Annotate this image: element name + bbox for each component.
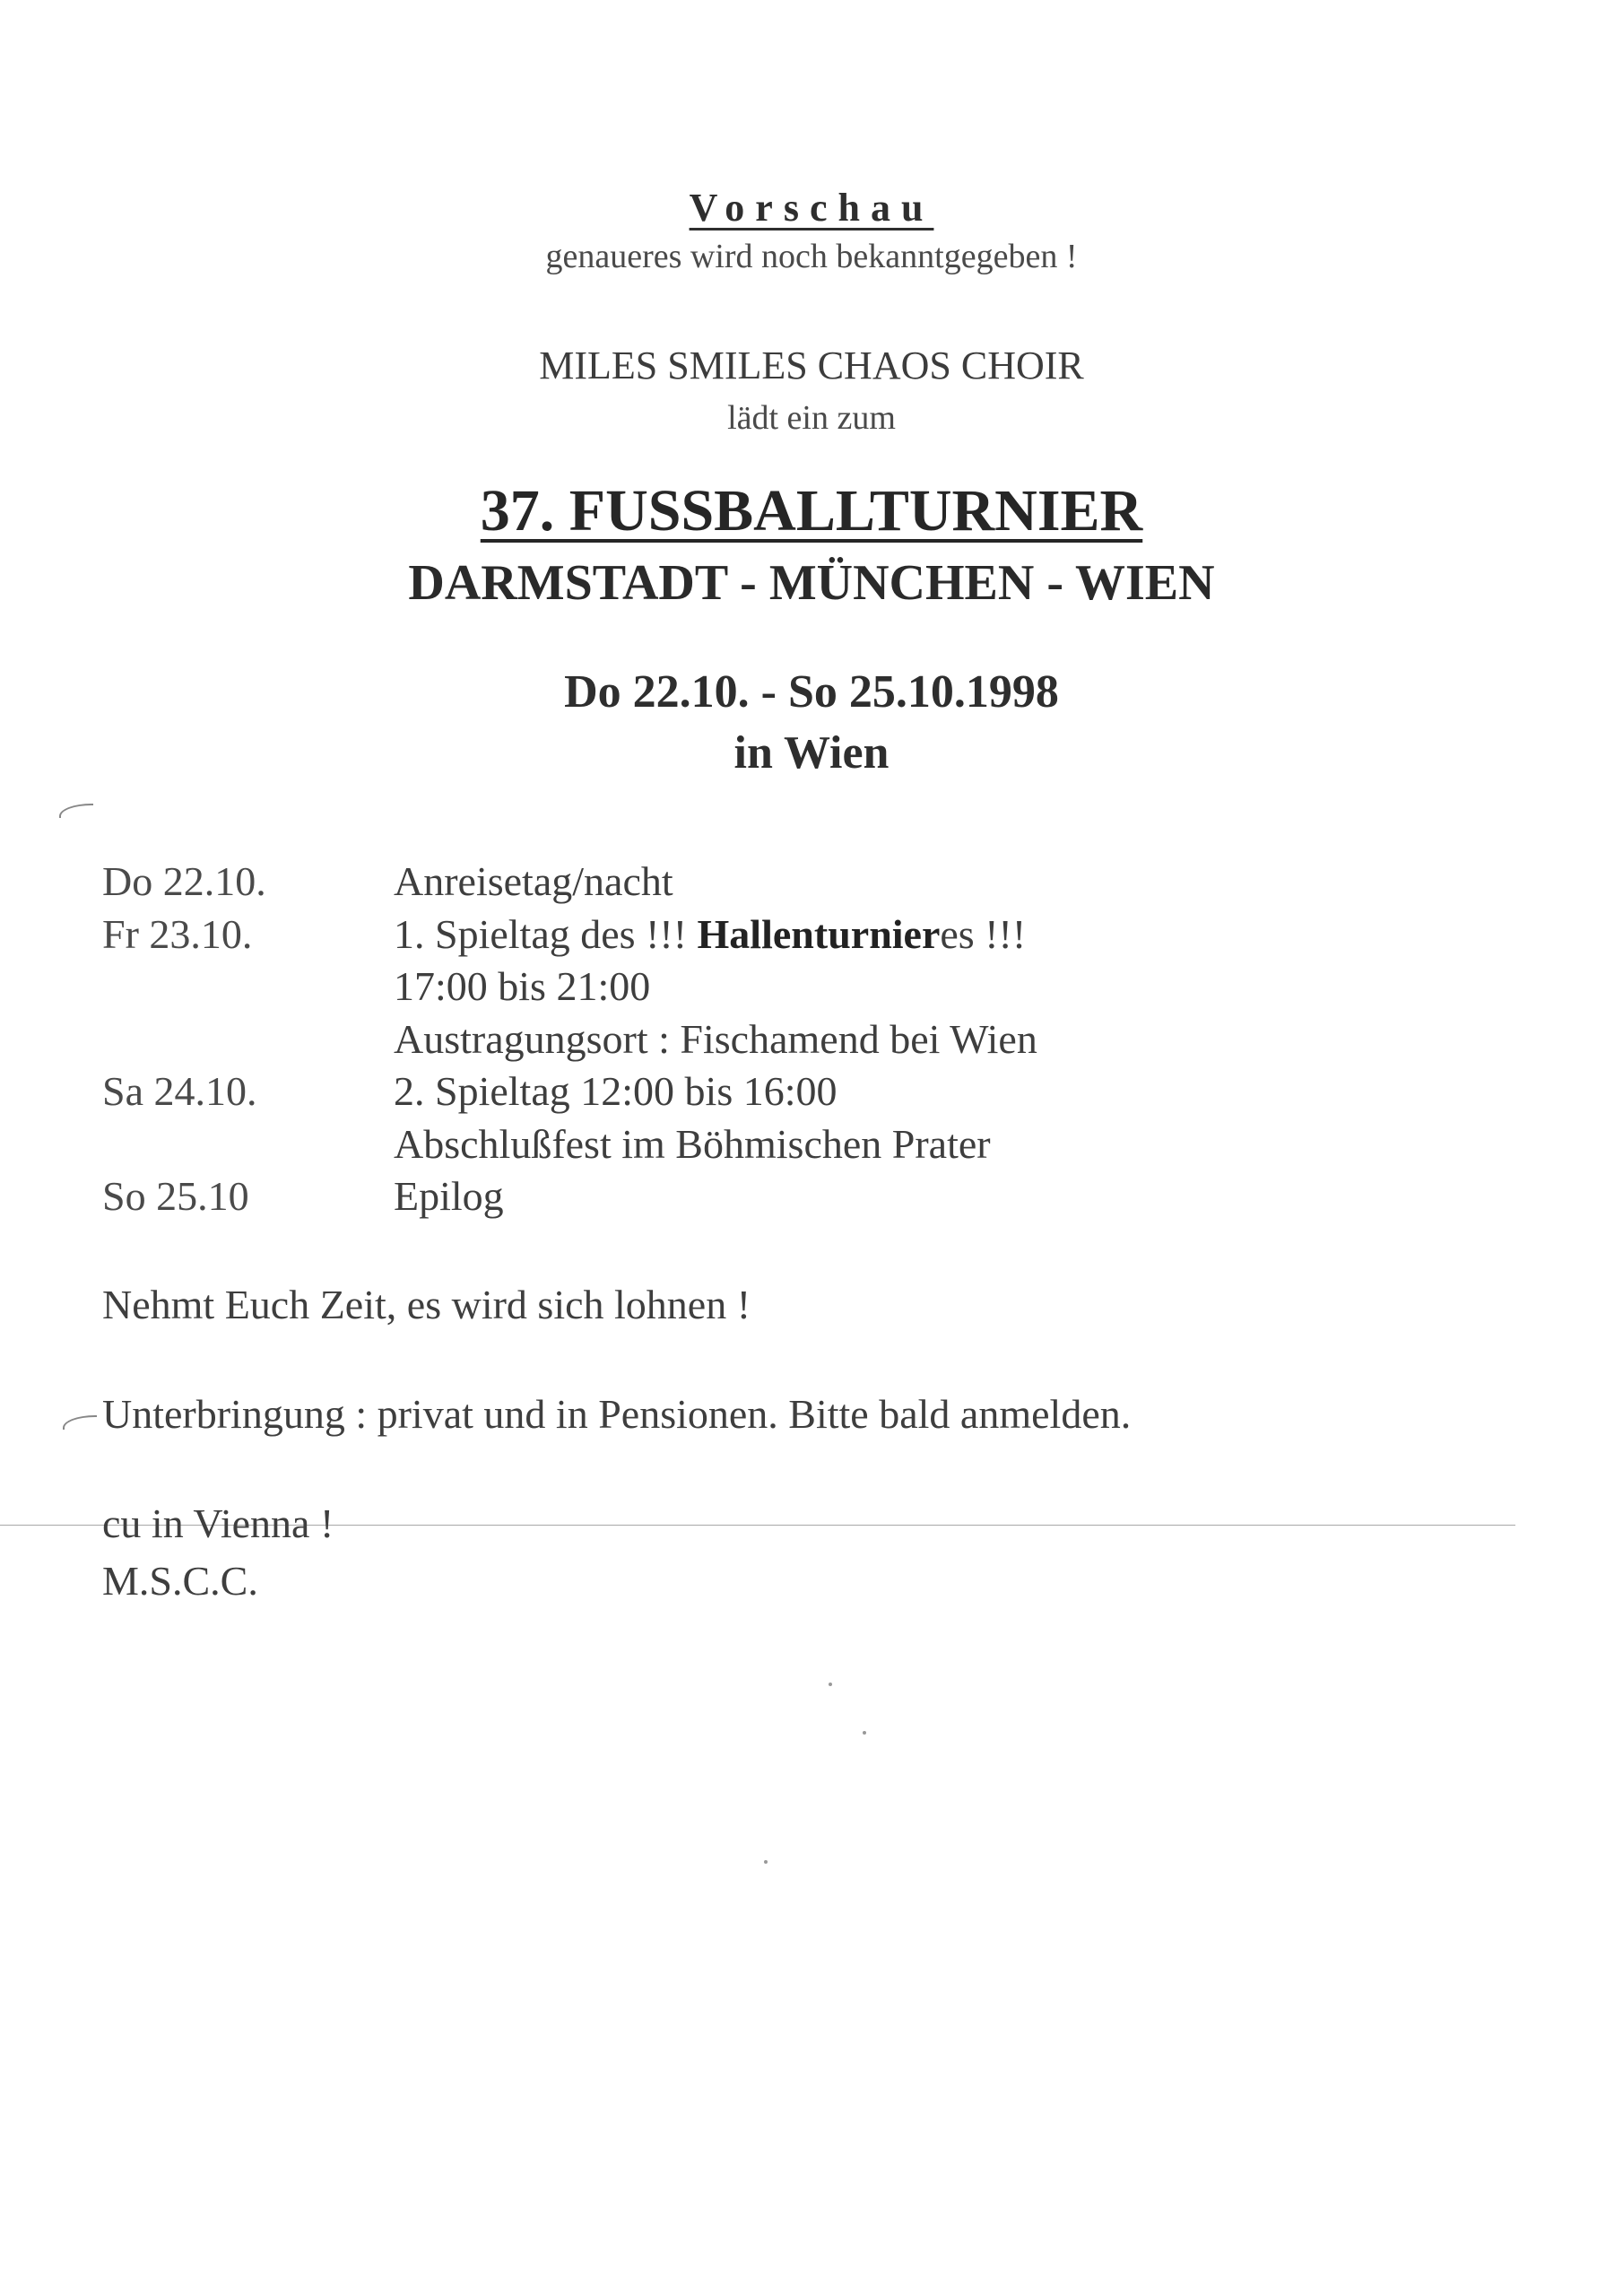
signature: M.S.C.C. xyxy=(102,1558,258,1604)
schedule-text-pre: 1. Spieltag des !!! xyxy=(394,910,698,957)
tournament-cities: DARMSTADT - MÜNCHEN - WIEN xyxy=(408,555,1215,611)
schedule-day: Fr 23.10. xyxy=(102,910,253,957)
tournament-place: in Wien xyxy=(733,727,890,778)
schedule-row xyxy=(102,1065,1037,1118)
schedule-text: Austragungsort : Fischamend bei Wien xyxy=(394,1015,1037,1062)
schedule-text: Anreisetag/nacht xyxy=(394,858,673,904)
choir-name: MILES SMILES CHAOS CHOIR xyxy=(539,344,1084,387)
schedule-row xyxy=(102,909,1037,961)
schedule-row xyxy=(102,961,1037,1013)
schedule-list xyxy=(102,856,1037,1223)
schedule-text xyxy=(394,909,1026,961)
schedule-day: Do 22.10. xyxy=(102,858,266,904)
punch-mark xyxy=(63,1415,97,1430)
closing-line-accommodation: Unterbringung : privat und in Pensionen. Bitte bald anmelden. xyxy=(102,1391,1132,1437)
closing-line-farewell: cu in Vienna ! xyxy=(102,1500,334,1546)
schedule-row xyxy=(102,1013,1037,1066)
closing-line-time: Nehmt Euch Zeit, es wird sich lohnen ! xyxy=(102,1282,751,1327)
tournament-dates: Do 22.10. - So 25.10.1998 xyxy=(564,666,1059,718)
schedule-row xyxy=(102,1118,1037,1171)
punch-mark xyxy=(59,804,93,818)
paper-speck xyxy=(863,1731,866,1735)
schedule-day xyxy=(102,1118,394,1171)
schedule-row xyxy=(102,856,1037,909)
schedule-row xyxy=(102,1170,1037,1223)
schedule-text: 17:00 bis 21:00 xyxy=(394,963,651,1009)
schedule-text: Abschlußfest im Böhmischen Prater xyxy=(394,1120,991,1167)
preview-subtitle: genaueres wird noch bekanntgegeben ! xyxy=(545,238,1078,275)
schedule-day: Sa 24.10. xyxy=(102,1068,257,1114)
paper-speck xyxy=(829,1683,832,1686)
hallenturnier-highlight: Hallenturnier xyxy=(697,910,941,957)
invite-line: lädt ein zum xyxy=(727,399,896,437)
preview-heading: Vorschau xyxy=(689,186,934,230)
schedule-day xyxy=(102,1013,394,1066)
schedule-text-post: es !!! xyxy=(940,910,1027,957)
schedule-day xyxy=(102,961,394,1013)
schedule-text: 2. Spieltag 12:00 bis 16:00 xyxy=(394,1068,838,1114)
tournament-title: 37. FUSSBALLTURNIER xyxy=(480,478,1143,544)
paper-speck xyxy=(764,1860,768,1864)
schedule-day: So 25.10 xyxy=(102,1173,249,1219)
schedule-text: Epilog xyxy=(394,1173,504,1219)
